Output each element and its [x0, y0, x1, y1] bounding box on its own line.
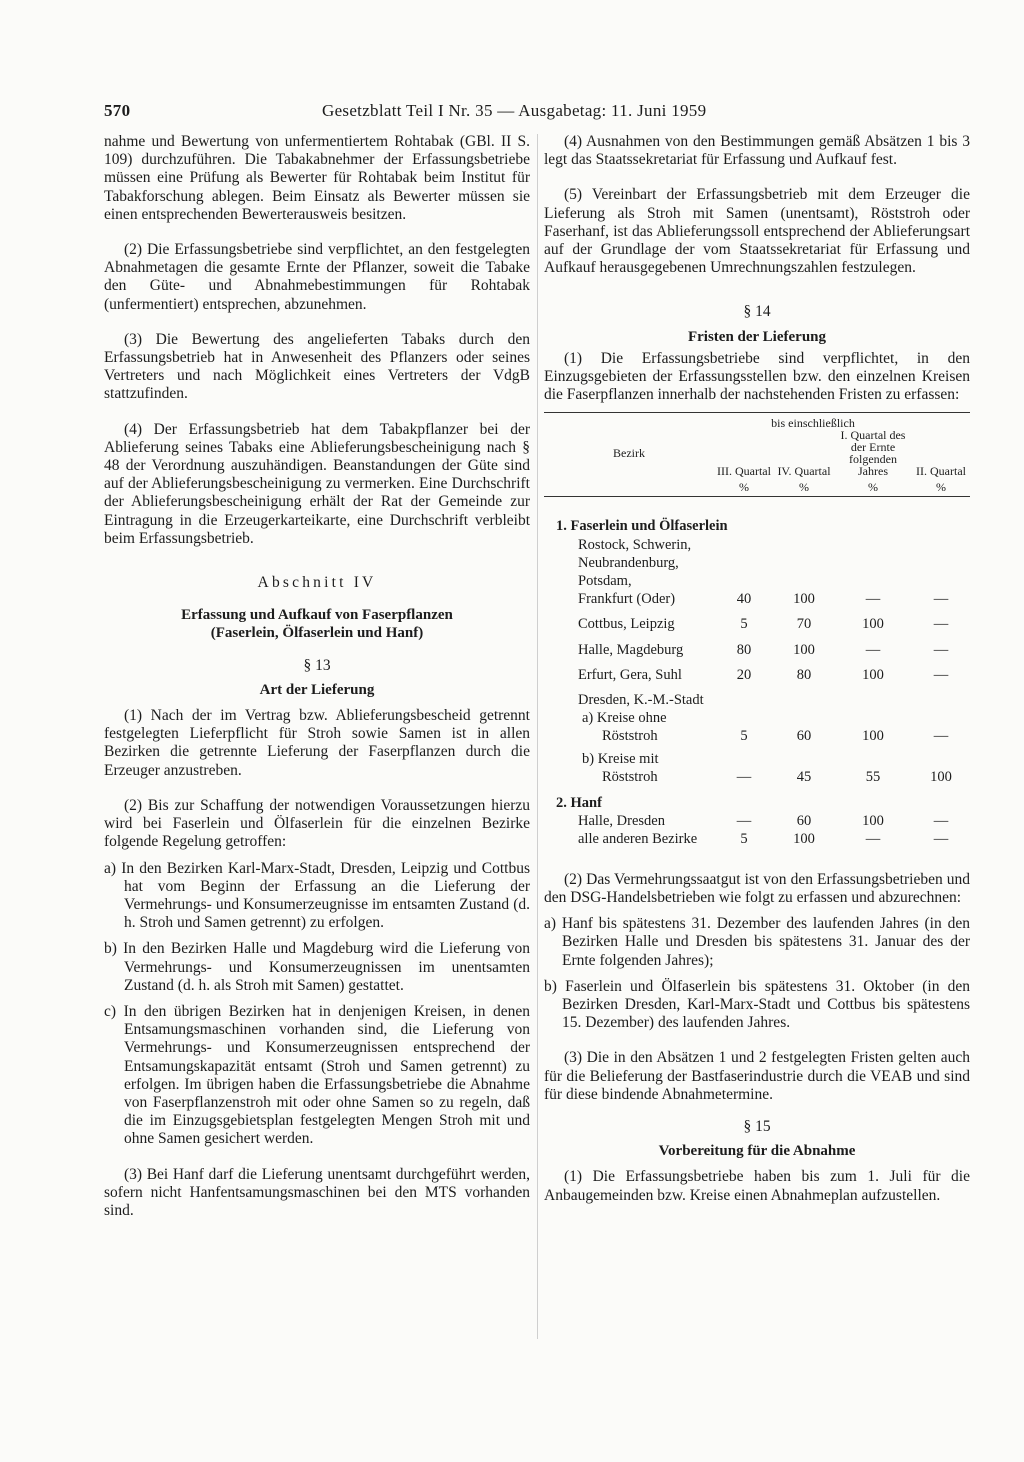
section-subtitle: (Faserlein, Ölfaserlein und Hanf)	[210, 625, 424, 642]
paragraph: (2) Die Erfassungsbetriebe sind verpflichtet, an den festgelegten Abnahmetagen die gesamte Ernte der Pflanzer, soweit die Tabake den Güte- und Abnahmebestimmungen für Rohtabak (unfermentiert) entsprechen, abzunehmen.	[104, 241, 530, 313]
list-item: c) In den übrigen Bezirken hat in denjenigen Kreisen, in denen Entsamungsmaschinen vorhanden sind, die Lieferung von Vermehrungs- und Konsumerzeugnissen entsprechend der Entsamungskapazität entsamt (Stroh und Samen getrennt) zu erfolgen. Im übrigen haben die Erfassungsbetriebe die Abnahme von Faserpflanzenstroh mit oder ohne Samen so zu regeln, daß die im Einzugsgebietsplan festgelegten Mengen Stroh mit und ohne Samen gesichert werden.	[104, 1002, 530, 1148]
cell: 70	[796, 616, 812, 633]
left-column	[104, 133, 530, 1220]
unit-label: %	[774, 477, 834, 497]
cell: 5	[740, 831, 748, 848]
cell: —	[933, 641, 949, 658]
row-label: Frankfurt (Oder)	[578, 591, 676, 608]
table-row	[544, 750, 970, 768]
row-label: Neubrandenburg,	[578, 554, 679, 571]
paragraph: (2) Das Vermehrungssaatgut ist von den Erfassungsbetrieben und den DSG-Handelsbetrieben wie folgt zu erfassen und abzurechnen:	[544, 870, 970, 906]
table-group-row	[544, 794, 970, 812]
list-item: a) In den Bezirken Karl-Marx-Stadt, Dresden, Leipzig und Cottbus hat vom Beginn der Erfassung an die Lieferung der Vermehrungs- und Konsumerzeugnisse im entsamten Zustand (d. h. Stroh und Samen getrennt) zu erfolgen.	[104, 859, 530, 932]
table-row	[544, 666, 970, 684]
paragraph: (3) Bei Hanf darf die Lieferung unentsamt durchgeführt werden, sofern nicht Hanfentsamungsmaschinen bei den MTS vorhanden sind.	[104, 1165, 530, 1219]
header-q4: IV. Quartal	[777, 464, 831, 479]
cell: —	[933, 616, 949, 633]
paragraph: (4) Ausnahmen von den Bestimmungen gemäß Absätzen 1 bis 3 legt das Staatssekretariat für Erfassung und Aufkauf fest.	[544, 133, 970, 169]
table-row	[544, 812, 970, 830]
cell: 100	[862, 728, 884, 745]
paragraph: (1) Die Erfassungsbetriebe sind verpflichtet, in den Einzugsgebieten der Erfassungsstellen bzw. den einzelnen Kreisen die Faserpflanzen innerhalb der nachstehenden Fristen zu erfassen:	[544, 349, 970, 404]
row-label: Potsdam,	[578, 573, 632, 590]
row-label: Röststroh	[602, 768, 658, 785]
cell: 60	[796, 813, 812, 830]
cell: 5	[740, 728, 748, 745]
cell: —	[933, 591, 949, 608]
paragraph: (1) Nach der im Vertrag bzw. Ablieferungsbescheid getrennt festgelegten Lieferpflicht für Stroh sowie Samen ist in allen Bezirken die getrennte Lieferung der Faserpflanzen durch die Erzeuger anzustreben.	[104, 707, 530, 779]
row-label: Halle, Dresden	[578, 813, 665, 830]
table-row	[544, 709, 970, 727]
table-row	[544, 691, 970, 709]
paragraph: (4) Der Erfassungsbetrieb hat dem Tabakpflanzer bei der Ablieferung seines Tabaks eine Ablieferungsbescheinigung nach § 48 der Verordnung auszuhändigen. Beanstandungen der Güte sind auf der Ablieferungsbescheinigung zu vermerken. Eine Durchschrift der Ablieferungsbescheinigung erhält der Rat der Gemeinde zur Eintragung in die Erzeugerkarteikarte, eine Durchschrift verbleibt beim Erfassungsbetrieb.	[104, 420, 530, 547]
cell: 80	[796, 666, 812, 683]
paragraph: (1) Die Erfassungsbetriebe haben bis zum 1. Juli für die Anbaugemeinden bzw. Kreise einen Abnahmeplan aufzustellen.	[544, 1168, 970, 1204]
header-q3: III. Quartal	[717, 464, 771, 479]
table-row	[544, 768, 970, 786]
list-item: a) Hanf bis spätestens 31. Dezember des laufenden Jahres (in den Bezirken Halle und Dresden bis spätestens 31. Januar des der Ernte folgenden Jahres);	[544, 915, 970, 969]
row-label: Cottbus, Leipzig	[578, 616, 675, 633]
row-label: Dresden, K.-M.-Stadt	[578, 692, 704, 709]
paragraph: nahme und Bewertung von unfermentiertem Rohtabak (GBl. II S. 109) durchzuführen. Die Tabakabnehmer der Erfassungsbetriebe müssen eine Prüfung als Bewerter für Rohtabak beim Institut für Tabakforschung ablegen. Beim Einsatz als Bewerter müssen sie einen entsprechenden Bewerterausweis besitzen.	[104, 133, 530, 223]
section-title: Erfassung und Aufkauf von Faserpflanzen	[181, 607, 453, 624]
cell: 100	[793, 641, 815, 658]
unit-label: %	[834, 477, 912, 497]
row-label: alle anderen Bezirke	[578, 831, 698, 848]
table-unit-row	[544, 477, 970, 497]
table-row	[544, 615, 970, 633]
table-row	[544, 727, 970, 745]
cell: —	[933, 831, 949, 848]
row-label: b) Kreise mit	[582, 750, 659, 767]
group-label: 1. Faserlein und Ölfaserlein	[556, 518, 728, 535]
header-q2: II. Quartal	[916, 464, 966, 479]
cell: 100	[862, 616, 884, 633]
cell: —	[736, 813, 752, 830]
delivery-schedule-table	[544, 412, 970, 848]
right-column	[544, 133, 970, 1205]
cell: 80	[736, 641, 752, 658]
paragraph-number: § 13	[303, 656, 331, 674]
cell: —	[736, 768, 752, 785]
cell: —	[933, 728, 949, 745]
page-number: 570	[104, 101, 131, 120]
unit-label: %	[912, 477, 970, 497]
cell: 100	[793, 591, 815, 608]
cell: 55	[865, 768, 881, 785]
cell: 40	[736, 591, 752, 608]
cell: 20	[736, 666, 752, 683]
table-group-row	[544, 517, 970, 535]
cell: 60	[796, 728, 812, 745]
unit-label: %	[714, 477, 774, 497]
row-label: Erfurt, Gera, Suhl	[578, 666, 682, 683]
header-title: Gesetzblatt Teil I Nr. 35 — Ausgabetag: 11. Juni 1959	[322, 101, 707, 120]
table-row	[544, 641, 970, 659]
paragraph-number: § 14	[743, 303, 771, 321]
cell: —	[865, 591, 881, 608]
cell: —	[933, 813, 949, 830]
cell: 100	[930, 768, 952, 785]
list-item: b) In den Bezirken Halle und Magdeburg wird die Lieferung von Vermehrungs- und Konsumerzeugnissen im unentsamten Zustand (d. h. als Stroh mit Samen) gestattet.	[104, 940, 530, 994]
paragraph: (3) Die in den Absätzen 1 und 2 festgelegten Fristen gelten auch für die Belieferung der Bastfaserindustrie durch die VEAB und sind für diese bindende Abnahmetermine.	[544, 1049, 970, 1103]
header-bezirk: Bezirk	[613, 446, 645, 461]
page-header	[104, 102, 970, 124]
table-header-row	[544, 429, 970, 477]
column-divider	[537, 134, 538, 1339]
paragraph: (2) Bis zur Schaffung der notwendigen Voraussetzungen hierzu wird bei Faserlein und Ölfaserlein für die einzelnen Bezirke folgende Regelung getroffen:	[104, 796, 530, 851]
paragraph-number: § 15	[743, 1117, 771, 1135]
paragraph-title: Vorbereitung für die Abnahme	[658, 1143, 856, 1160]
header-q1: I. Quartal des der Ernte folgenden Jahres	[840, 428, 906, 479]
cell: 100	[862, 813, 884, 830]
list-item: b) Faserlein und Ölfaserlein bis spätestens 31. Oktober (in den Bezirken Dresden, Karl-Marx-Stadt und Cottbus bis spätestens 15. Dezember) des laufenden Jahres.	[544, 977, 970, 1032]
cell: —	[933, 666, 949, 683]
row-label: Halle, Magdeburg	[578, 641, 684, 658]
row-label: Rostock, Schwerin,	[578, 536, 692, 553]
cell: 45	[796, 768, 812, 785]
cell: 5	[740, 616, 748, 633]
table-row	[544, 554, 970, 572]
row-label: Röststroh	[602, 728, 658, 745]
table-header-row	[544, 413, 970, 430]
paragraph: (5) Vereinbart der Erfassungsbetrieb mit dem Erzeuger die Lieferung als Stroh mit Samen (unentsamt), Röststroh oder Faserhanf, ist das Ablieferungssoll entsprechend der Ablieferungsart auf der Grundlage der vom Staatssekretariat für Erfassung und Aufkauf herausgegebenen Umrechnungszahlen festzulegen.	[544, 186, 970, 277]
cell: —	[865, 831, 881, 848]
cell: 100	[862, 666, 884, 683]
table-row	[544, 830, 970, 848]
paragraph: (3) Die Bewertung des angelieferten Tabaks durch den Erfassungsbetrieb hat in Anwesenheit des Pflanzers oder seines Vertreters und nach Möglichkeit eines Vertreters der VdgB stattzufinden.	[104, 330, 530, 403]
group-label: 2. Hanf	[556, 795, 602, 812]
paragraph-title: Fristen der Lieferung	[687, 328, 827, 345]
table-row	[544, 572, 970, 590]
table-row	[544, 536, 970, 554]
table-row	[544, 590, 970, 608]
cell: —	[865, 641, 881, 658]
paragraph-title: Art der Lieferung	[259, 681, 375, 698]
section-heading: Abschnitt IV	[257, 574, 377, 592]
cell: 100	[793, 831, 815, 848]
row-label: a) Kreise ohne	[582, 710, 667, 727]
header-span: bis einschließlich	[714, 413, 912, 430]
